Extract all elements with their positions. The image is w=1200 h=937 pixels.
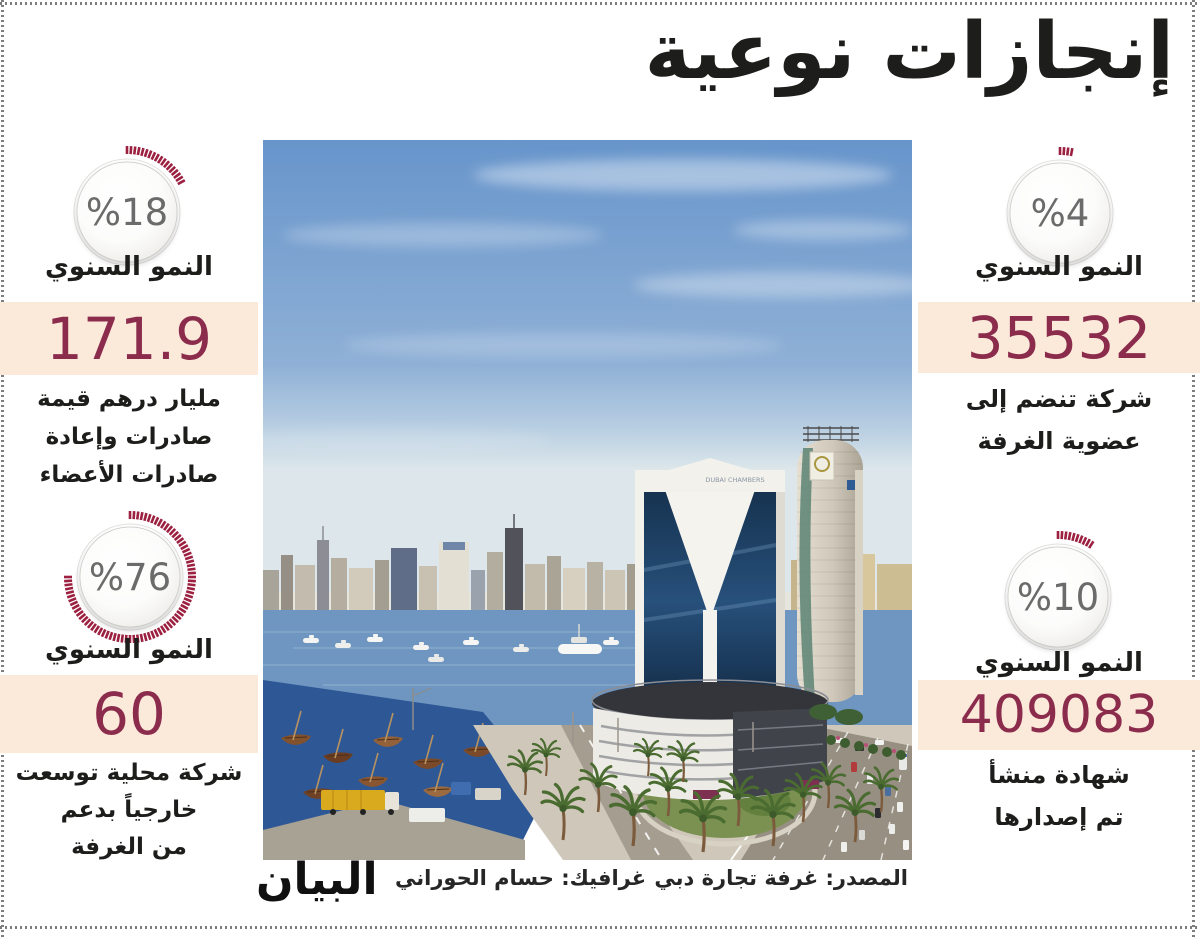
growth-percent-label: %10 xyxy=(1016,576,1100,619)
dubai-creek-illustration xyxy=(263,140,912,860)
albayan-logo: البيان xyxy=(256,854,378,905)
desc-line: تم إصدارها xyxy=(994,803,1124,831)
growth-percent-label: %18 xyxy=(85,191,169,234)
tower-crown-scaffold xyxy=(803,426,859,442)
desc-line: من الغرفة xyxy=(71,834,187,860)
desc-line: شركة تنضم إلى xyxy=(965,385,1153,413)
growth-gauge xyxy=(988,527,1128,667)
stat-block-certificates xyxy=(918,530,1200,870)
desc-line: شهادة منشأ xyxy=(988,761,1130,789)
stat-value: 35532 xyxy=(966,303,1152,372)
stat-description xyxy=(918,754,1200,838)
growth-percent-label: %76 xyxy=(88,556,172,599)
growth-gauge xyxy=(60,507,200,647)
growth-percent-label: %4 xyxy=(1030,192,1090,235)
dotted-border-bottom xyxy=(0,926,1200,929)
desc-line: صادرات الأعضاء xyxy=(39,462,219,488)
growth-label: النمو السنوي xyxy=(975,252,1143,282)
value-band xyxy=(0,302,258,375)
growth-label: النمو السنوي xyxy=(975,648,1143,678)
value-band xyxy=(0,675,258,753)
value-band xyxy=(918,302,1200,373)
source-credit: المصدر: غرفة تجارة دبي xyxy=(654,866,908,890)
page-title: إنجازات نوعية xyxy=(644,7,1174,97)
value-band xyxy=(918,680,1200,750)
dubai-chamber-tower xyxy=(635,458,785,702)
stat-value: 409083 xyxy=(959,685,1159,745)
dubai-creek-photo xyxy=(263,140,912,860)
stat-description xyxy=(0,380,258,494)
building-sign: DUBAI CHAMBERS xyxy=(705,476,765,484)
graphic-credit: غرافيك: حسام الحوراني xyxy=(395,866,647,890)
stat-value: 171.9 xyxy=(45,304,213,373)
round-tower xyxy=(797,426,863,702)
stat-description xyxy=(918,378,1200,462)
desc-line: صادرات وإعادة xyxy=(45,424,213,450)
stat-block-companies-expanded xyxy=(0,510,258,870)
growth-label: النمو السنوي xyxy=(45,252,213,282)
gauge-tick-arc xyxy=(1060,147,1072,156)
stat-block-exports-value xyxy=(0,140,258,510)
desc-line: خارجياً بدعم xyxy=(60,797,198,823)
stat-value: 60 xyxy=(92,680,166,748)
stat-description xyxy=(0,755,258,866)
growth-label: النمو السنوي xyxy=(45,635,213,665)
desc-line: مليار درهم قيمة xyxy=(37,386,221,412)
stat-block-new-members xyxy=(918,140,1200,500)
desc-line: عضوية الغرفة xyxy=(977,427,1141,455)
desc-line: شركة محلية توسعت xyxy=(15,760,243,786)
